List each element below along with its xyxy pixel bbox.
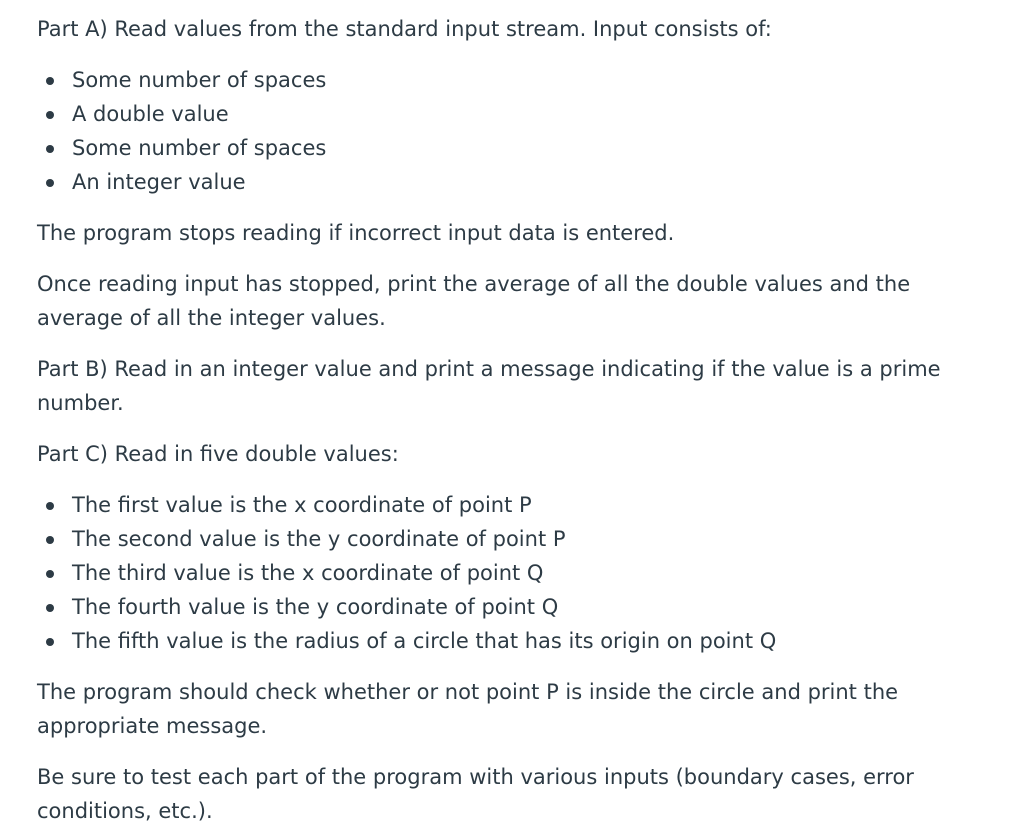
list-item: An integer value [72,165,977,199]
part-c-intro: Part C) Read in five double values: [37,442,399,466]
part-c-list [37,488,977,658]
list-item: Some number of spaces [72,131,977,165]
list-item: The second value is the y coordinate of point P [72,522,977,556]
stop-note: The program stops reading if incorrect input data is entered. [37,221,675,245]
list-item: The first value is the x coordinate of point P [72,488,977,522]
testing-note: Be sure to test each part of the program with various inputs (boundary cases, error conditions, etc.). [37,765,914,823]
list-item: A double value [72,97,977,131]
part-b: Part B) Read in an integer value and print a message indicating if the value is a prime number. [37,357,941,415]
list-item: The fifth value is the radius of a circle that has its origin on point Q [72,624,977,658]
part-a-intro: Part A) Read values from the standard input stream. Input consists of: [37,17,772,41]
list-item: The third value is the x coordinate of point Q [72,556,977,590]
list-item: Some number of spaces [72,63,977,97]
list-item: The fourth value is the y coordinate of point Q [72,590,977,624]
circle-check-note: The program should check whether or not point P is inside the circle and print the appropriate message. [37,680,899,738]
part-a-list [37,63,977,199]
average-note: Once reading input has stopped, print the average of all the double values and the average of all the integer values. [37,272,911,330]
